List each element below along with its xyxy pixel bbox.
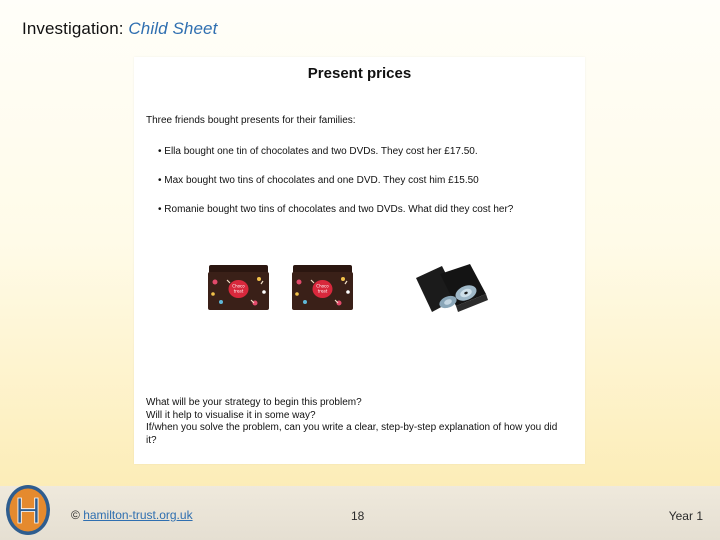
slide-title-sub: Child Sheet [128,19,218,38]
website-link[interactable]: hamilton-trust.org.uk [83,508,193,522]
chocolate-tin-image [291,262,354,312]
year-label: Year 1 [668,509,703,523]
slide-title [22,19,217,39]
bullet-romanie: • Romanie bought two tins of chocolates and two DVDs. What did they cost her? [158,203,513,232]
bullet-max: • Max bought two tins of chocolates and one DVD. They cost him £15.50 [158,174,513,203]
hamilton-logo-icon [4,483,52,537]
worksheet-intro: Three friends bought presents for their families: [146,115,356,126]
svg-text:treat: treat [233,288,244,294]
page-number: 18 [351,509,365,523]
dvd-cases-image [412,260,490,320]
copyright-symbol: © [71,508,80,522]
chocolate-tin-image [207,262,270,312]
bullet-ella: • Ella bought one tin of chocolates and two DVDs. They cost her £17.50. [158,145,513,174]
slide-title-main: Investigation: [22,19,124,38]
question-visualise: Will it help to visualise it in some way? [146,409,316,421]
worksheet-card [134,57,585,464]
friend-list [158,145,513,232]
tin-label-2: Choco [316,283,329,289]
question-strategy: What will be your strategy to begin this problem? [146,397,362,408]
worksheet-title: Present prices [307,65,412,82]
logo-letter: H [15,490,41,531]
question-explain: If/when you solve the problem, can you write a clear, step-by-step explanation of how you did it? [146,422,558,446]
svg-text:treat: treat [317,288,328,294]
tin-label-1: Choco [232,283,245,289]
copyright [71,508,193,522]
reflection-questions [146,397,566,447]
